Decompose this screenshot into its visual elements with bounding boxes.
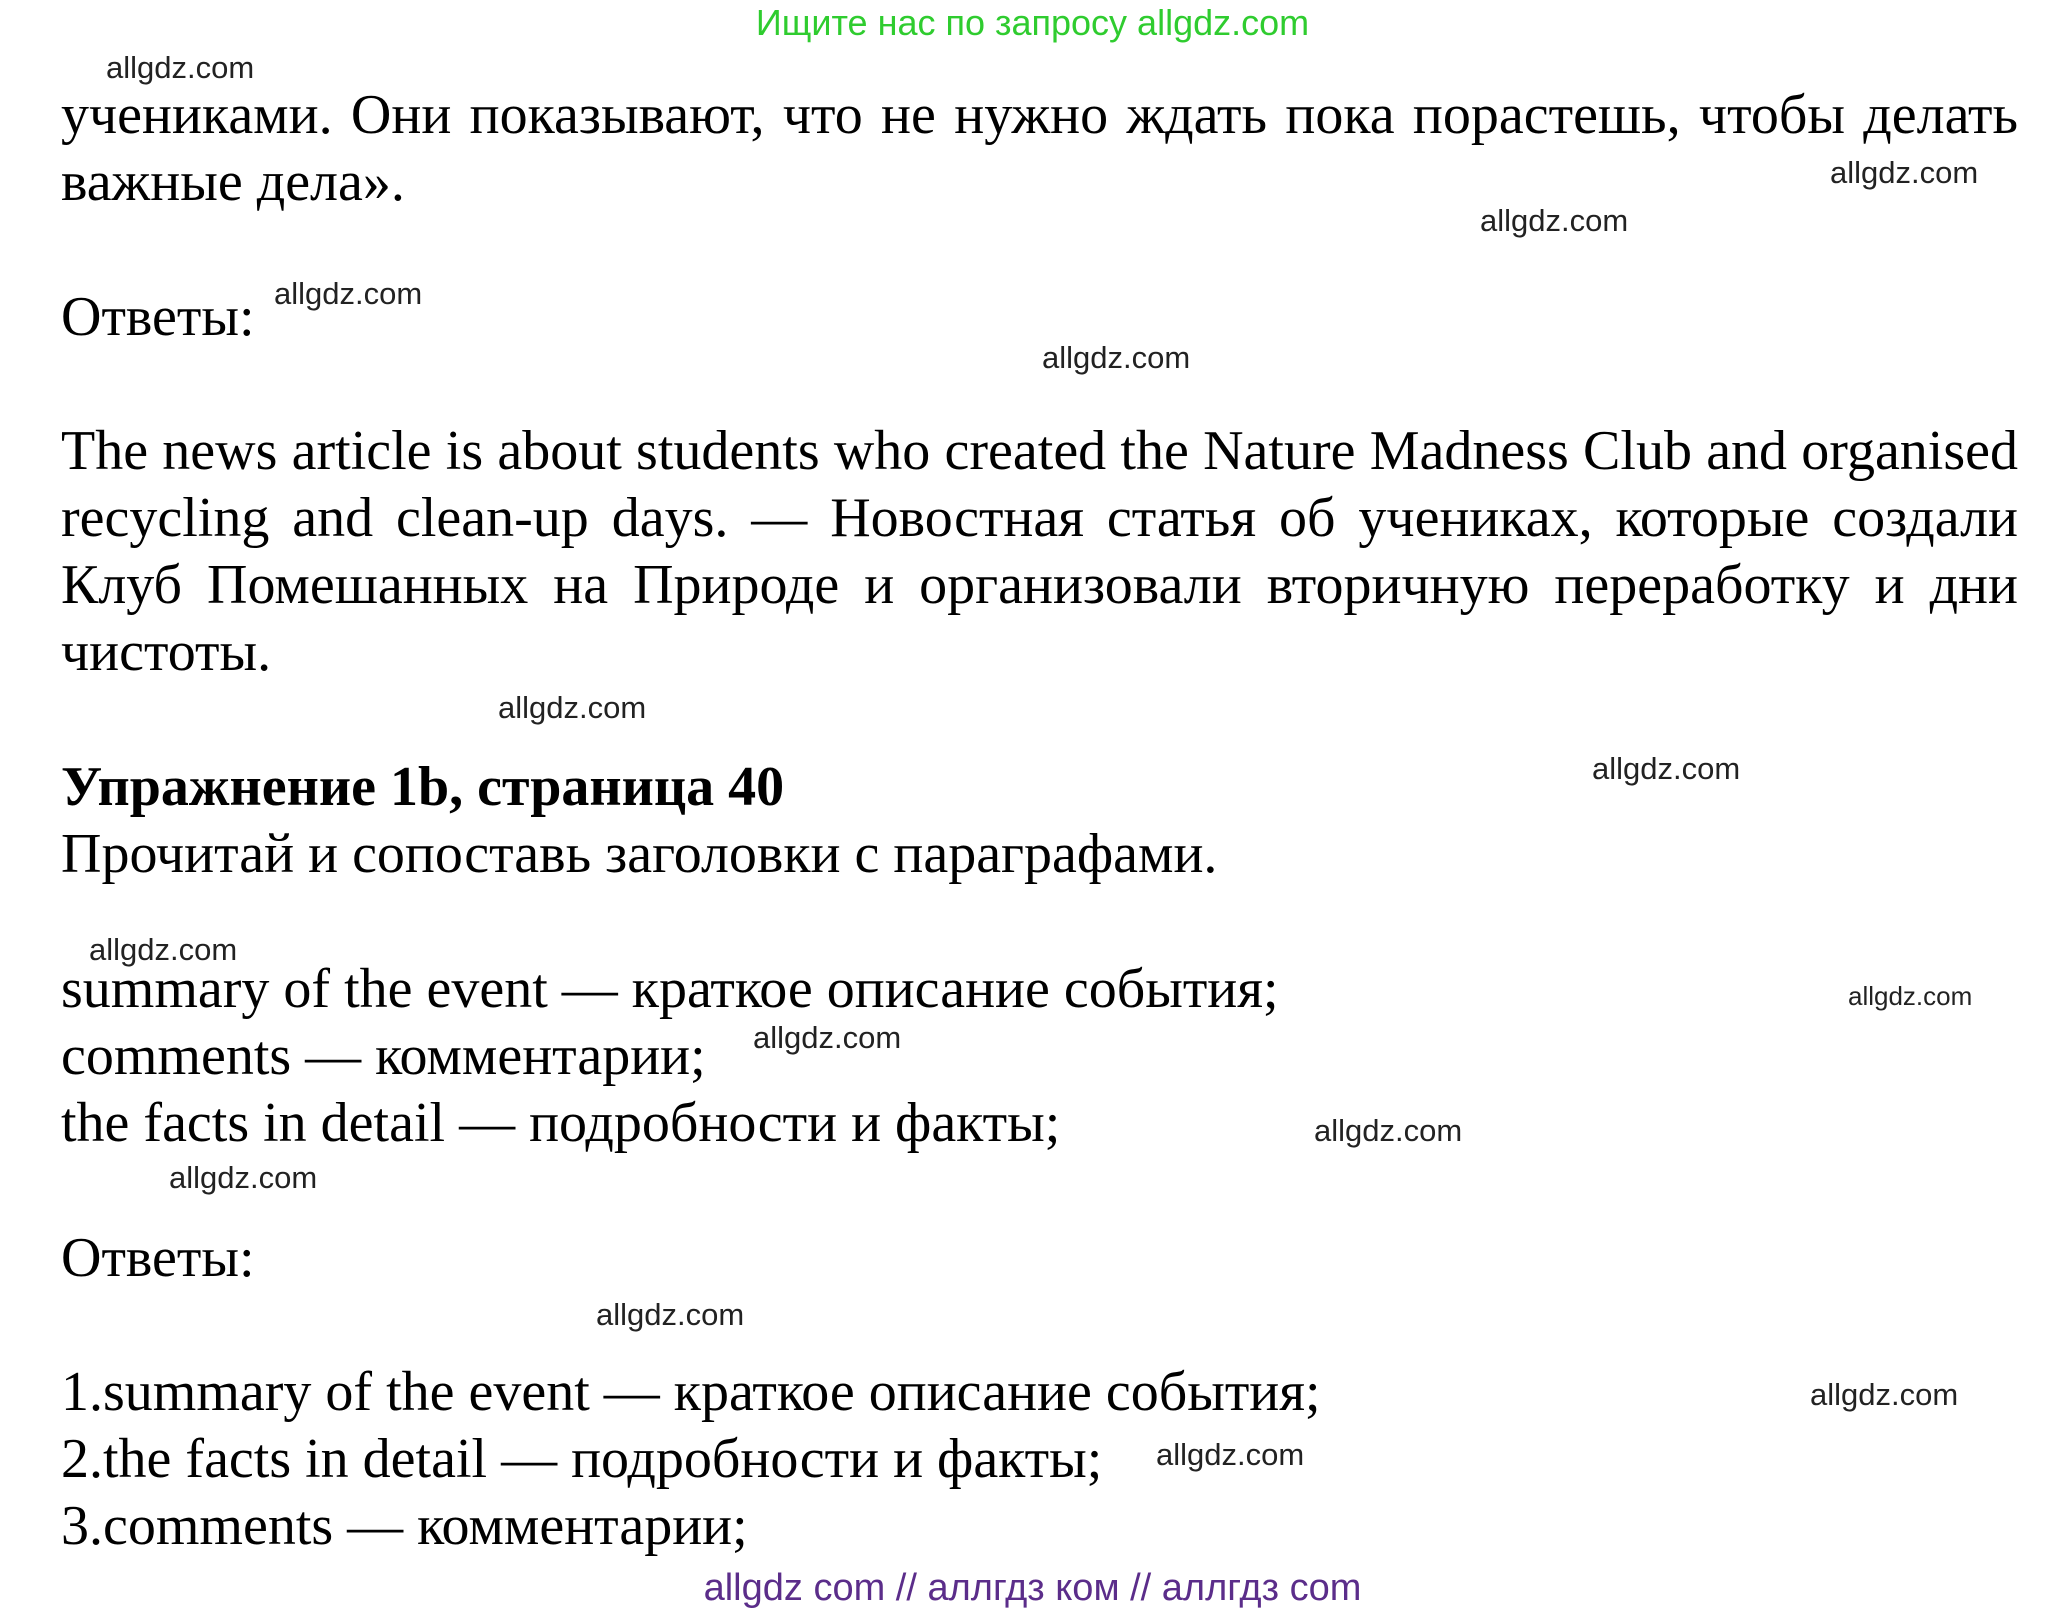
watermark: allgdz.com — [1314, 1113, 1463, 1148]
list-item: 1.summary of the event — краткое описание события; — [61, 1361, 1321, 1423]
list-item: summary of the event — краткое описание события; — [61, 958, 1279, 1020]
answers-list — [61, 1359, 2018, 1560]
watermark: allgdz.com — [1848, 981, 1973, 1011]
watermark: allgdz.com — [1042, 340, 1191, 375]
watermark: allgdz.com — [753, 1020, 902, 1055]
watermark: allgdz.com — [1592, 751, 1741, 786]
watermark: allgdz.com — [1810, 1377, 1959, 1412]
exercise-task: Прочитай и сопоставь заголовки с параграфами. — [61, 823, 1218, 885]
list-item: 3.comments — комментарии; — [61, 1495, 748, 1557]
answers-label-1: Ответы: — [61, 286, 255, 348]
watermark: allgdz.com — [89, 932, 238, 967]
exercise-heading: Упражнение 1b, страница 40 — [61, 756, 785, 818]
list-item: comments — комментарии; — [61, 1025, 706, 1087]
watermark: allgdz.com — [1830, 155, 1979, 190]
watermark: allgdz.com — [274, 276, 423, 311]
watermark: allgdz.com — [498, 690, 647, 725]
answers-label-2: Ответы: — [61, 1227, 255, 1289]
answer-paragraph: The news article is about students who created the Nature Madness Club and organised recycling and clean-up days. — Новостная статья об учениках, которые создали Клуб Помешанных на Природе и организовали вторичную переработку и дни чистоты. — [61, 420, 2018, 683]
list-item: the facts in detail — подробности и факты; — [61, 1092, 1061, 1154]
headings-list — [61, 956, 2018, 1157]
list-item: 2.the facts in detail — подробности и факты; — [61, 1428, 1103, 1490]
watermark: allgdz.com — [1480, 203, 1629, 238]
intro-paragraph: учениками. Они показывают, что не нужно ждать пока порастешь, чтобы делать важные дела». — [61, 84, 2018, 213]
watermark: allgdz.com — [169, 1160, 318, 1195]
search-banner: Ищите нас по запросу allgdz.com — [755, 2, 1310, 43]
watermark: allgdz.com — [106, 50, 255, 85]
watermark: allgdz.com — [596, 1297, 745, 1332]
footer-watermark: allgdz com // аллгдз ком // аллгдз com — [703, 1567, 1362, 1609]
watermark: allgdz.com — [1156, 1437, 1305, 1472]
